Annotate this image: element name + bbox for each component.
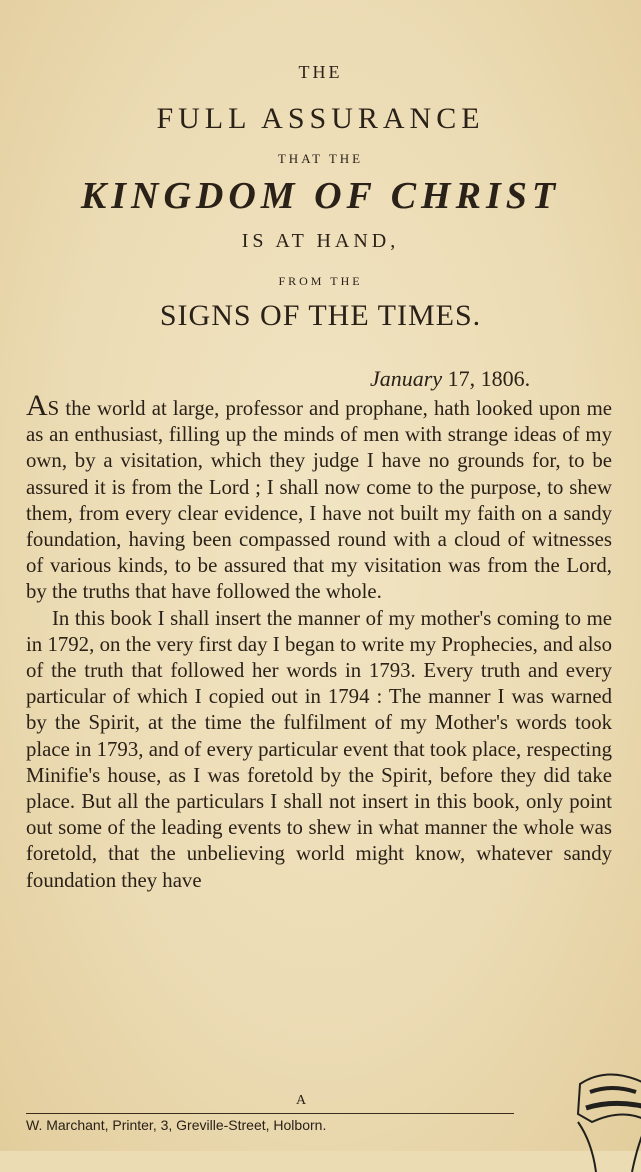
initial-letter: A: [26, 389, 48, 422]
title-signs-of-the-times: SIGNS OF THE TIMES.: [159, 299, 482, 332]
date-rest: 17, 1806.: [442, 366, 531, 391]
paragraph-1-text: S the world at large, professor and prophane, hath looked upon me as an enthusiast, filling up the minds of men with strange ideas of my own, by a visitation, which they judge I have no grounds for, to be assured it is from the Lord ; I shall now come to the purpose, to shew them, from every clear evidence, I have not built my faith on a sandy foundation, having been compassed round with a cloud of witnesses of various kinds, to be assured that my visitation was from the Lord, by the truths that have followed the whole.: [26, 397, 612, 604]
date-month: January: [370, 366, 443, 391]
paragraph-2: In this book I shall insert the manner of my mother's coming to me in 1792, on the very first day I began to write my Prophecies, and also of the truth that followed her words in 1793. Every truth and every particular of which I copied out in 1794 : The manner I was warned by the Spirit, at the time the fulfilment of my Mother's words took place in 1793, and of every particular event that took place, respecting Minifie's house, as I was foretold by the Spirit, before they did take place. But all the particulars I shall not insert in this book, only point out some of the leading events to shew in what manner the whole was foretold, that the unbelieving world might know, whatever sandy foundation they have: [26, 606, 612, 892]
date-line: [370, 366, 530, 392]
printer-imprint: W. Marchant, Printer, 3, Greville-Street, Holborn.: [26, 1117, 327, 1133]
body-text: [26, 389, 612, 894]
title-is-at-hand: IS AT HAND,: [241, 230, 400, 252]
title-from-the: FROM THE: [278, 274, 363, 288]
title-that-the: THAT THE: [277, 151, 364, 166]
paragraph-1: [26, 389, 612, 606]
title-the: THE: [298, 62, 343, 82]
title-full-assurance: FULL ASSURANCE: [156, 102, 485, 135]
footer-rule: [26, 1113, 514, 1114]
library-stamp-icon: [562, 1062, 641, 1172]
title-kingdom-of-christ: KINGDOM OF CHRIST: [80, 175, 561, 217]
signature-mark: A: [296, 1093, 307, 1108]
